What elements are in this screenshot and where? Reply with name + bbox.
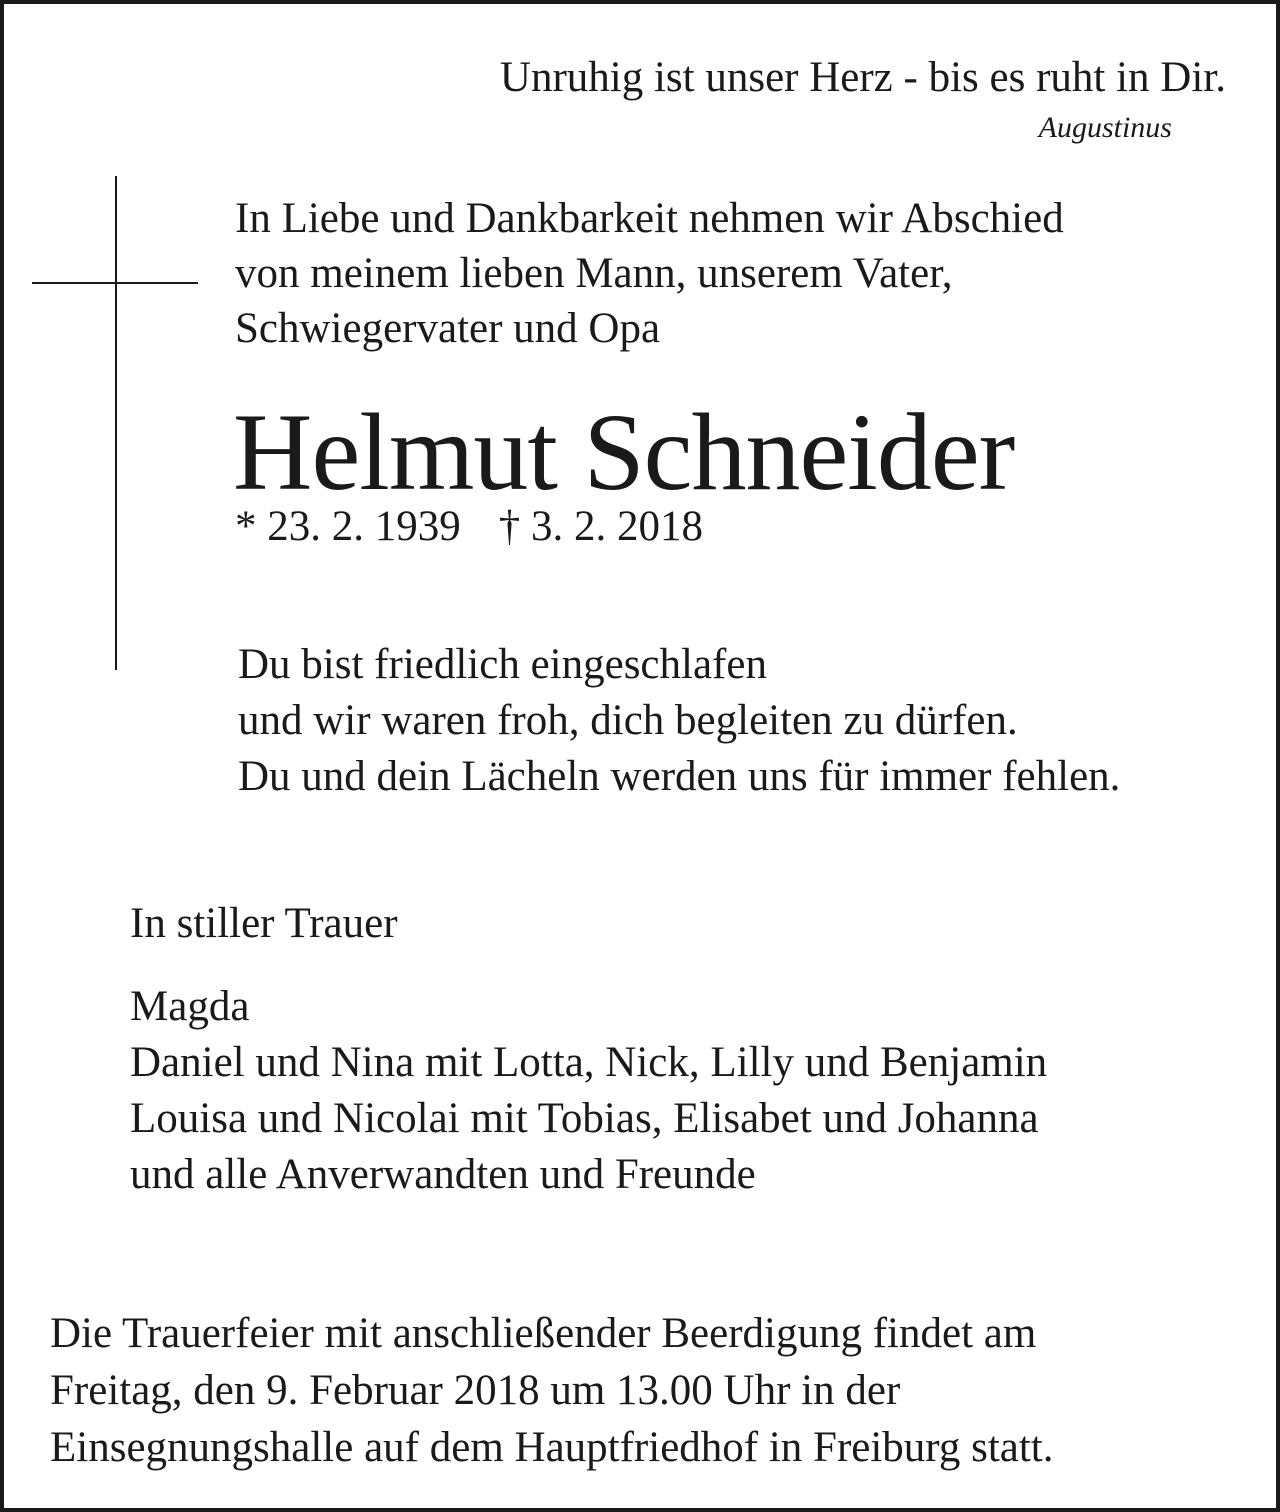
service-line: Freitag, den 9. Februar 2018 um 13.00 Uhr in der	[50, 1367, 901, 1414]
memorial-verse	[238, 637, 1120, 805]
mourner-line: Louisa und Nicolai mit Tobias, Elisabet und Johanna	[130, 1095, 1039, 1142]
death-date: † 3. 2. 2018	[498, 503, 703, 550]
verse-line: Du und dein Lächeln werden uns für immer fehlen.	[238, 753, 1121, 800]
life-dates	[235, 500, 703, 554]
verse-line: Du bist friedlich eingeschlafen	[238, 641, 767, 688]
mourning-heading: In stiller Trauer	[130, 900, 398, 947]
mourner-line: Daniel und Nina mit Lotta, Nick, Lilly und Benjamin	[130, 1039, 1048, 1086]
cross-icon	[32, 176, 198, 670]
intro-line: von meinem lieben Mann, unserem Vater,	[235, 250, 953, 297]
birth-date: * 23. 2. 1939	[235, 503, 461, 550]
deceased-name: Helmut Schneider	[233, 391, 1015, 513]
cross-horizontal-bar	[32, 282, 198, 284]
intro-line: Schwiegervater und Opa	[235, 305, 661, 352]
motto-author: Augustinus	[1038, 111, 1172, 144]
cross-vertical-bar	[115, 176, 117, 670]
farewell-intro	[235, 191, 1064, 356]
funeral-service-info	[50, 1305, 1054, 1476]
service-line: Einsegnungshalle auf dem Hauptfriedhof in Freiburg statt.	[50, 1424, 1054, 1471]
mourner-line: Magda	[130, 983, 250, 1030]
service-line: Die Trauerfeier mit anschließender Beerdigung findet am	[50, 1310, 1037, 1357]
mourner-line: und alle Anverwandten und Freunde	[130, 1151, 756, 1198]
verse-line: und wir waren froh, dich begleiten zu dürfen.	[238, 697, 1018, 744]
mourners-list	[130, 979, 1047, 1203]
motto-quote: Unruhig ist unser Herz - bis es ruht in Dir.	[499, 54, 1226, 101]
intro-line: In Liebe und Dankbarkeit nehmen wir Abschied	[235, 195, 1064, 242]
